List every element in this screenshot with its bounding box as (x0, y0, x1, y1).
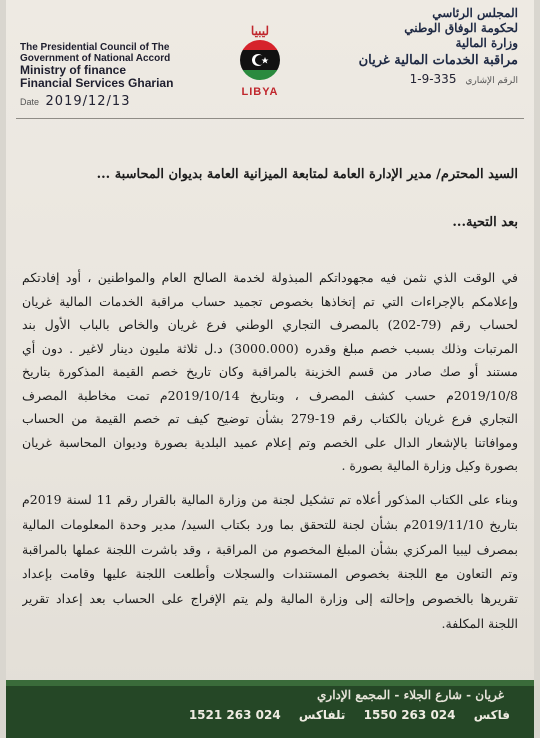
english-office-line: Financial Services Gharian (20, 76, 174, 90)
logo-arabic-text: ليبيا (250, 24, 270, 38)
logo-english-text: LIBYA (241, 86, 279, 98)
paragraph-line: وتم التعاون مع اللجنة بخصوص المستندات والسجلات وأطلعت اللجنة عليها وقامت بإعداد (22, 566, 518, 582)
english-letterhead (20, 42, 210, 108)
paragraph-2 (22, 488, 518, 637)
reference-label: الرقم الإشاري (465, 76, 518, 86)
libya-flag-emblem-icon (232, 38, 288, 82)
paragraph-line: 2019/10/8م حسب كشف المصرف ، وبتاريخ 2019/10/14م تمت مخاطبة المصرف (22, 387, 518, 403)
paragraph-line: لحساب رقم (79-202) بالمصرف التجاري الوطني فرع غريان والخاص بالباب الأول بند (22, 317, 518, 332)
libya-logo (224, 24, 296, 102)
greeting-line: بعد التحية... (452, 215, 518, 230)
paragraph-line: اللجنة المكلفة. (441, 615, 518, 631)
paragraph-line: بصورة وكيل وزارة المالية بصورة . (341, 458, 518, 473)
header-divider (16, 118, 524, 119)
fax-label: فاكس (473, 708, 510, 722)
footer-contact-row (175, 708, 510, 722)
footer-accent-band (6, 680, 534, 686)
arabic-council-line: المجلس الرئاسي (432, 6, 518, 20)
letterhead-footer (6, 680, 534, 738)
telfax-label: تلفاكس (298, 708, 346, 722)
reference-value: 335-9-1 (409, 72, 457, 86)
paragraph-line: وبناء على الكتاب المذكور أعلاه تم تشكيل لجنة من وزارة المالية بالقرار رقم 11 لسنة 2019م (22, 492, 518, 507)
arabic-government-line: لحكومة الوفاق الوطني (404, 21, 518, 35)
footer-address: غريان - شارع الجلاء - المجمع الإداري (317, 688, 504, 702)
paragraph-line: مستند أو صك صادر من قسم الخزينة بالمراقبة وكان تاريخ خصم القيمة المذكورة بتاريخ (22, 364, 518, 379)
paragraph-line: تقريرها بالخصوص وإحالته إلى وزارة المالية ولم يتم الإفراج على الحساب بعد إعداد تقرير (22, 591, 518, 607)
paragraph-line: التجاري فرع غريان بالكتاب رقم 19-279 بشأن توضيح كيف تم خصم القيمة من الحساب (22, 411, 518, 426)
arabic-office-line: مراقبة الخدمات المالية غريان (358, 53, 518, 68)
letter-page (6, 0, 534, 738)
date-value: 2019/12/13 (45, 94, 131, 109)
paragraph-line: في الوقت الذي نثمن فيه مجهوداتكم المبذولة لخدمة الصالح العام والمواطنين ، أود إفادتكم (22, 270, 518, 285)
reference-row (308, 72, 518, 89)
paragraph-line: وموافاتنا بالإشعار الدال على الخصم وتم إعلام عميد البلدية بصورة وديوان المحاسبة غريان (22, 434, 518, 450)
paragraph-line: المرتبات وذلك بسبب خصم مبلغ وقدره (3000.000) د.ل ثلاثة مليون دينار لاغير . دون أي (22, 340, 518, 356)
paragraph-1 (22, 266, 518, 478)
arabic-letterhead (308, 6, 518, 89)
fax-number: 024 263 1550 (363, 708, 456, 722)
paragraph-line: وإعلامكم بالإجراءات التي تم إتخاذها بخصوص تجميد حساب مراقبة الخدمات المالية غريان (22, 293, 518, 309)
english-government-line: Government of National Accord (20, 53, 171, 64)
english-council-line: The Presidential Council of The (20, 42, 170, 53)
paragraph-line: بمصرف ليبيا المركزي بشأن المبلغ المخصوم من المراقبة ، وقد باشرت اللجنة عملها بالمراقبة (22, 541, 518, 557)
date-label: Date (20, 97, 40, 107)
english-date-row (20, 96, 210, 108)
english-ministry-line: Ministry of finance (20, 63, 127, 77)
arabic-ministry-line: وزارة المالية (455, 36, 518, 50)
paragraph-line: بتاريخ 2019/11/10م بشأن لجنة للتحقق بما ورد بكتاب السيد/ مدير وحدة المعلومات المالية (22, 516, 518, 532)
telfax-number: 024 263 1521 (188, 708, 281, 722)
addressee-line: السيد المحترم/ مدير الإدارة العامة لمتابعة الميزانية العامة بديوان المحاسبة ... (96, 167, 518, 182)
